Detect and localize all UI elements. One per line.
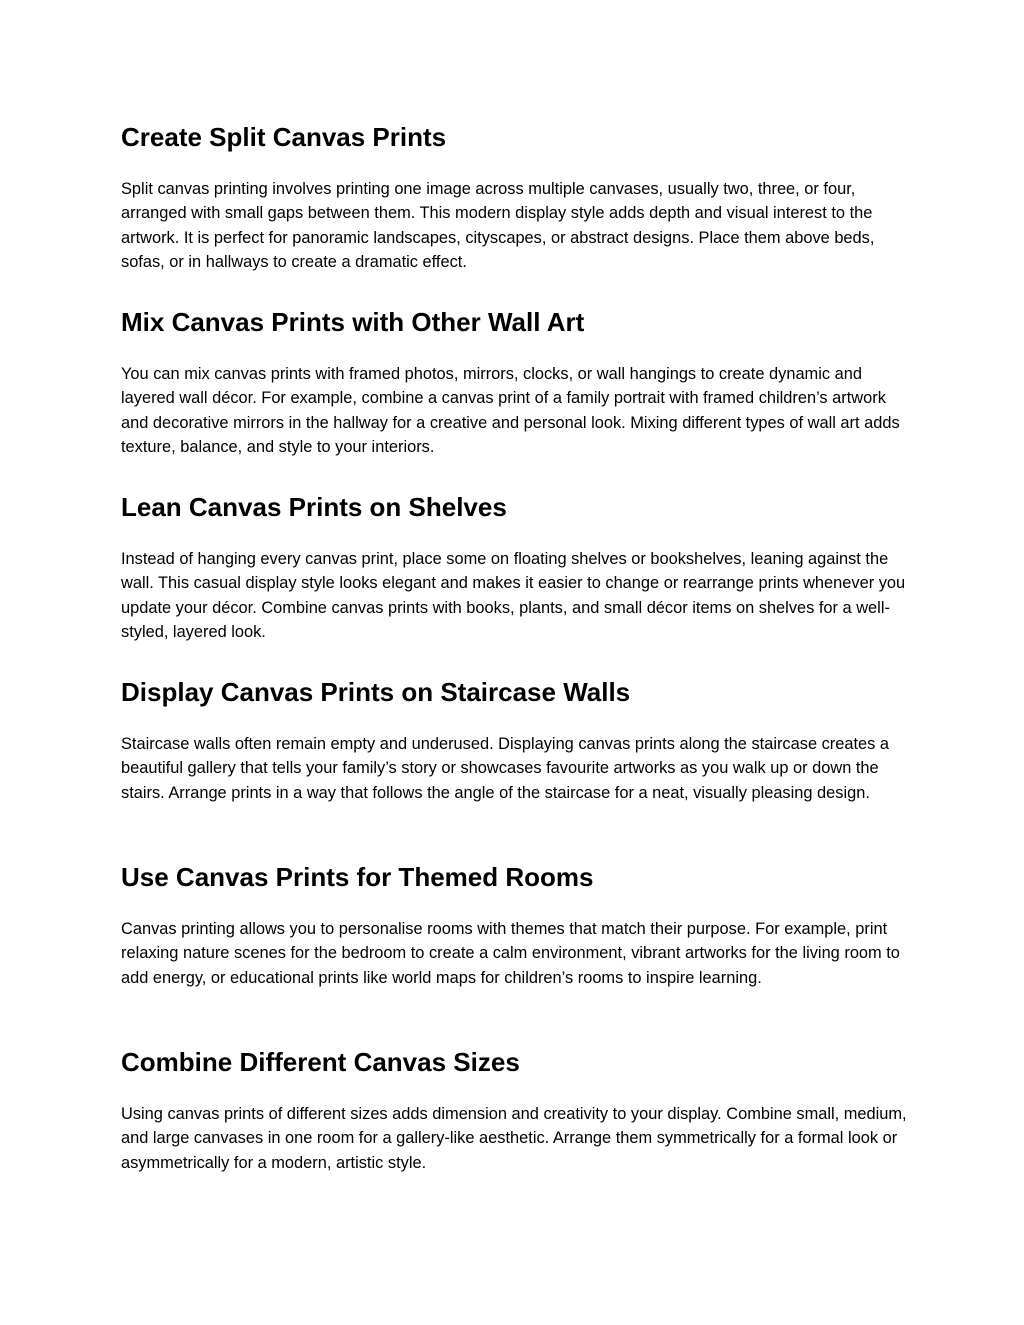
section-mix-wall-art — [121, 306, 911, 460]
section-body: Staircase walls often remain empty and underused. Displaying canvas prints along the staircase creates a beautiful gallery that tells your family’s story or showcases favourite artworks as you walk up or down the stairs. Arrange prints in a way that follows the angle of the staircase for a neat, visually pleasing design. — [121, 735, 890, 802]
section-heading: Create Split Canvas Prints — [121, 122, 447, 152]
section-body: Split canvas printing involves printing one image across multiple canvases, usually two, three, or four, arranged with small gaps between them. This modern display style adds depth and visual interest to the artwork. It is perfect for panoramic landscapes, cityscapes, or abstract designs. Place them above beds, sofas, or in hallways to create a dramatic effect. — [121, 180, 875, 272]
section-canvas-sizes — [121, 1046, 911, 1175]
section-body: You can mix canvas prints with framed photos, mirrors, clocks, or wall hangings to create dynamic and layered wall décor. For example, combine a canvas print of a family portrait with framed children’s artwork and decorative mirrors in the hallway for a creative and personal look. Mixing different types of wall art adds texture, balance, and style to your interiors. — [121, 365, 900, 457]
section-body: Canvas printing allows you to personalise rooms with themes that match their purpose. For example, print relaxing nature scenes for the bedroom to create a calm environment, vibrant artworks for the living room to add energy, or educational prints like world maps for children’s rooms to inspire learning. — [121, 920, 900, 987]
section-heading: Display Canvas Prints on Staircase Walls — [121, 677, 631, 707]
section-split-canvas — [121, 121, 911, 275]
section-body: Instead of hanging every canvas print, place some on floating shelves or bookshelves, leaning against the wall. This casual display style looks elegant and makes it easier to change or rearrange prints whenever you update your décor. Combine canvas prints with books, plants, and small décor items on shelves for a well-styled, layered look. — [121, 550, 906, 642]
section-heading: Combine Different Canvas Sizes — [121, 1047, 520, 1077]
section-lean-shelves — [121, 491, 911, 645]
section-heading: Mix Canvas Prints with Other Wall Art — [121, 307, 585, 337]
section-body: Using canvas prints of different sizes adds dimension and creativity to your display. Combine small, medium, and large canvases in one room for a gallery-like aesthetic. Arrange them symmetrically for a formal look or asymmetrically for a modern, artistic style. — [121, 1105, 907, 1172]
section-themed-rooms — [121, 861, 911, 990]
section-staircase-walls — [121, 676, 911, 805]
section-heading: Lean Canvas Prints on Shelves — [121, 492, 507, 522]
section-heading: Use Canvas Prints for Themed Rooms — [121, 862, 594, 892]
